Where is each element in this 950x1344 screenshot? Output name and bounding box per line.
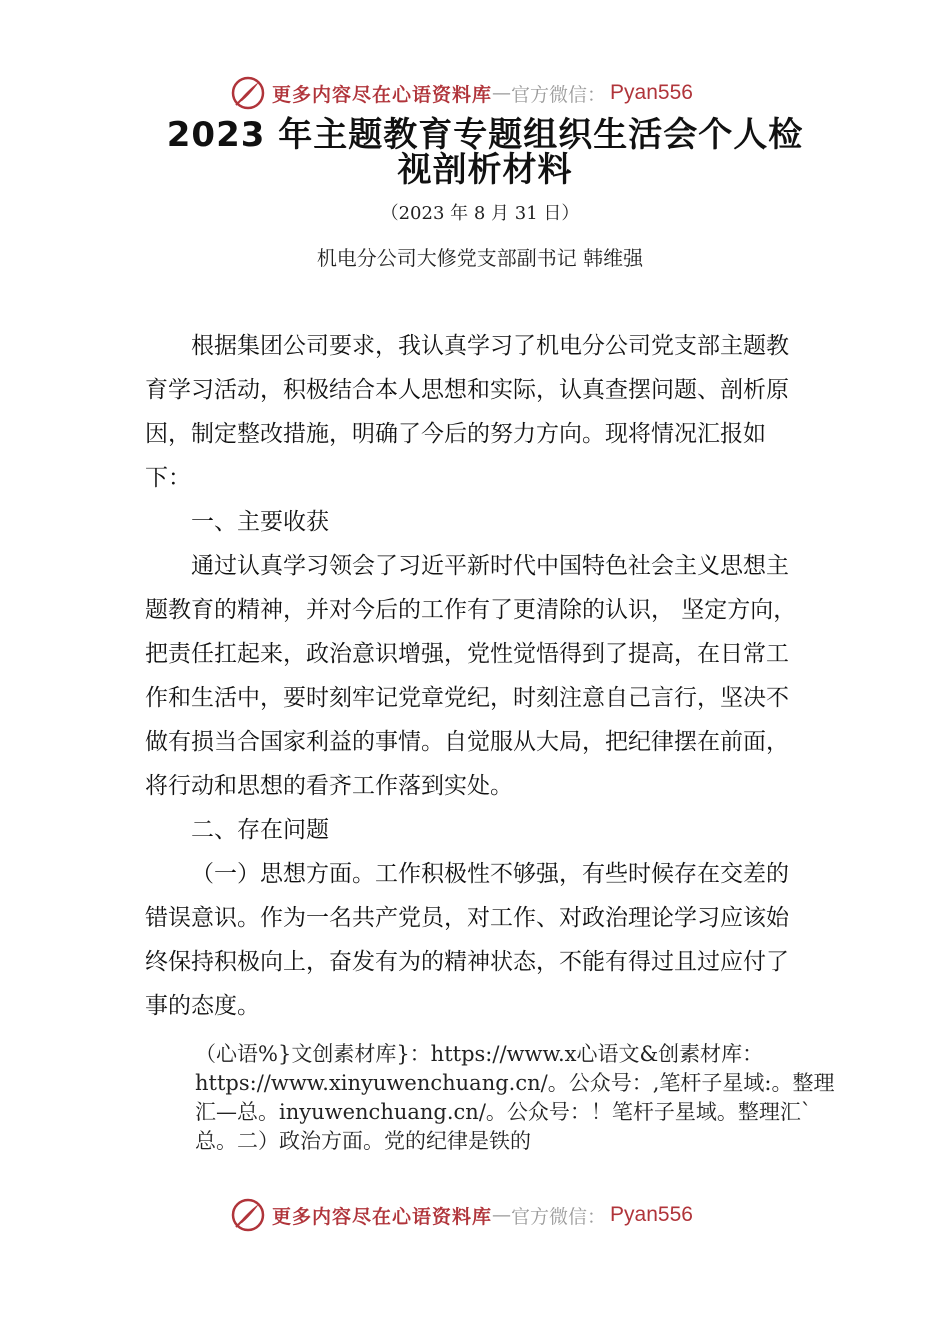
watermark-wechat-label: 官方微信： xyxy=(511,1205,607,1228)
paragraph-intro: 根据集团公司要求，我认真学习了机电分公司党支部主题教育学习活动，积极结合本人思想和实际，认真查摆问题、剖析原因，制定整改措施，明确了今后的努力方向。现将情况汇报如下： xyxy=(145,333,789,491)
watermark-wechat-label: 官方微信： xyxy=(511,83,607,106)
document-author: 机电分公司大修党支部副书记 韩维强 xyxy=(316,246,644,270)
watermark-banner-top xyxy=(230,73,693,113)
watermark-wechat-id: Pyan556 xyxy=(610,1203,693,1226)
source-note: （心语%}文创素材库}：https://www.x心语文&创素材库：https://www.xinyuwenchuang.cn/。公众号：,笔杆子星域:。整理汇—总。inyuwenchuang.cn/。公众号：！笔杆子星域。整理汇`总。二）政治方面。党的纪律是铁的 xyxy=(195,1042,835,1153)
quill-logo-icon xyxy=(230,1197,266,1233)
watermark-text: 更多内容尽在心语资料库 xyxy=(272,1205,493,1228)
watermark-wechat-id: Pyan556 xyxy=(610,81,693,104)
watermark-text: 更多内容尽在心语资料库 xyxy=(272,83,493,106)
watermark-dash: — xyxy=(492,82,512,104)
watermark-dash: — xyxy=(492,1204,512,1226)
paragraph-thought: （一）思想方面。工作积极性不够强，有些时候存在交差的错误意识。作为一名共产党员，对工作、对政治理论学习应该始终保持积极向上，奋发有为的精神状态，不能有得过且过应付了事的态度。 xyxy=(145,861,789,1019)
document-title: 2023 年主题教育专题组织生活会个人检视剖析材料 xyxy=(166,115,804,190)
section-heading-problems: 二、存在问题 xyxy=(191,817,329,843)
watermark-banner-bottom xyxy=(230,1195,693,1235)
quill-logo-icon xyxy=(230,75,266,111)
document-body xyxy=(145,324,810,1028)
section-heading-gains: 一、主要收获 xyxy=(191,509,329,535)
paragraph-gains: 通过认真学习领会了习近平新时代中国特色社会主义思想主题教育的精神，并对今后的工作有了更清除的认识， 坚定方向，把责任扛起来，政治意识增强，党性觉悟得到了提高，在日常工作和生活中，要时刻牢记党章党纪，时刻注意自己言行，坚决不做有损当合国家利益的事情。自觉服从大局，把纪律摆在前面，将行动和思想的看齐工作落到实处。 xyxy=(145,553,797,799)
document-date: （2023 年 8 月 31 日） xyxy=(380,203,580,224)
